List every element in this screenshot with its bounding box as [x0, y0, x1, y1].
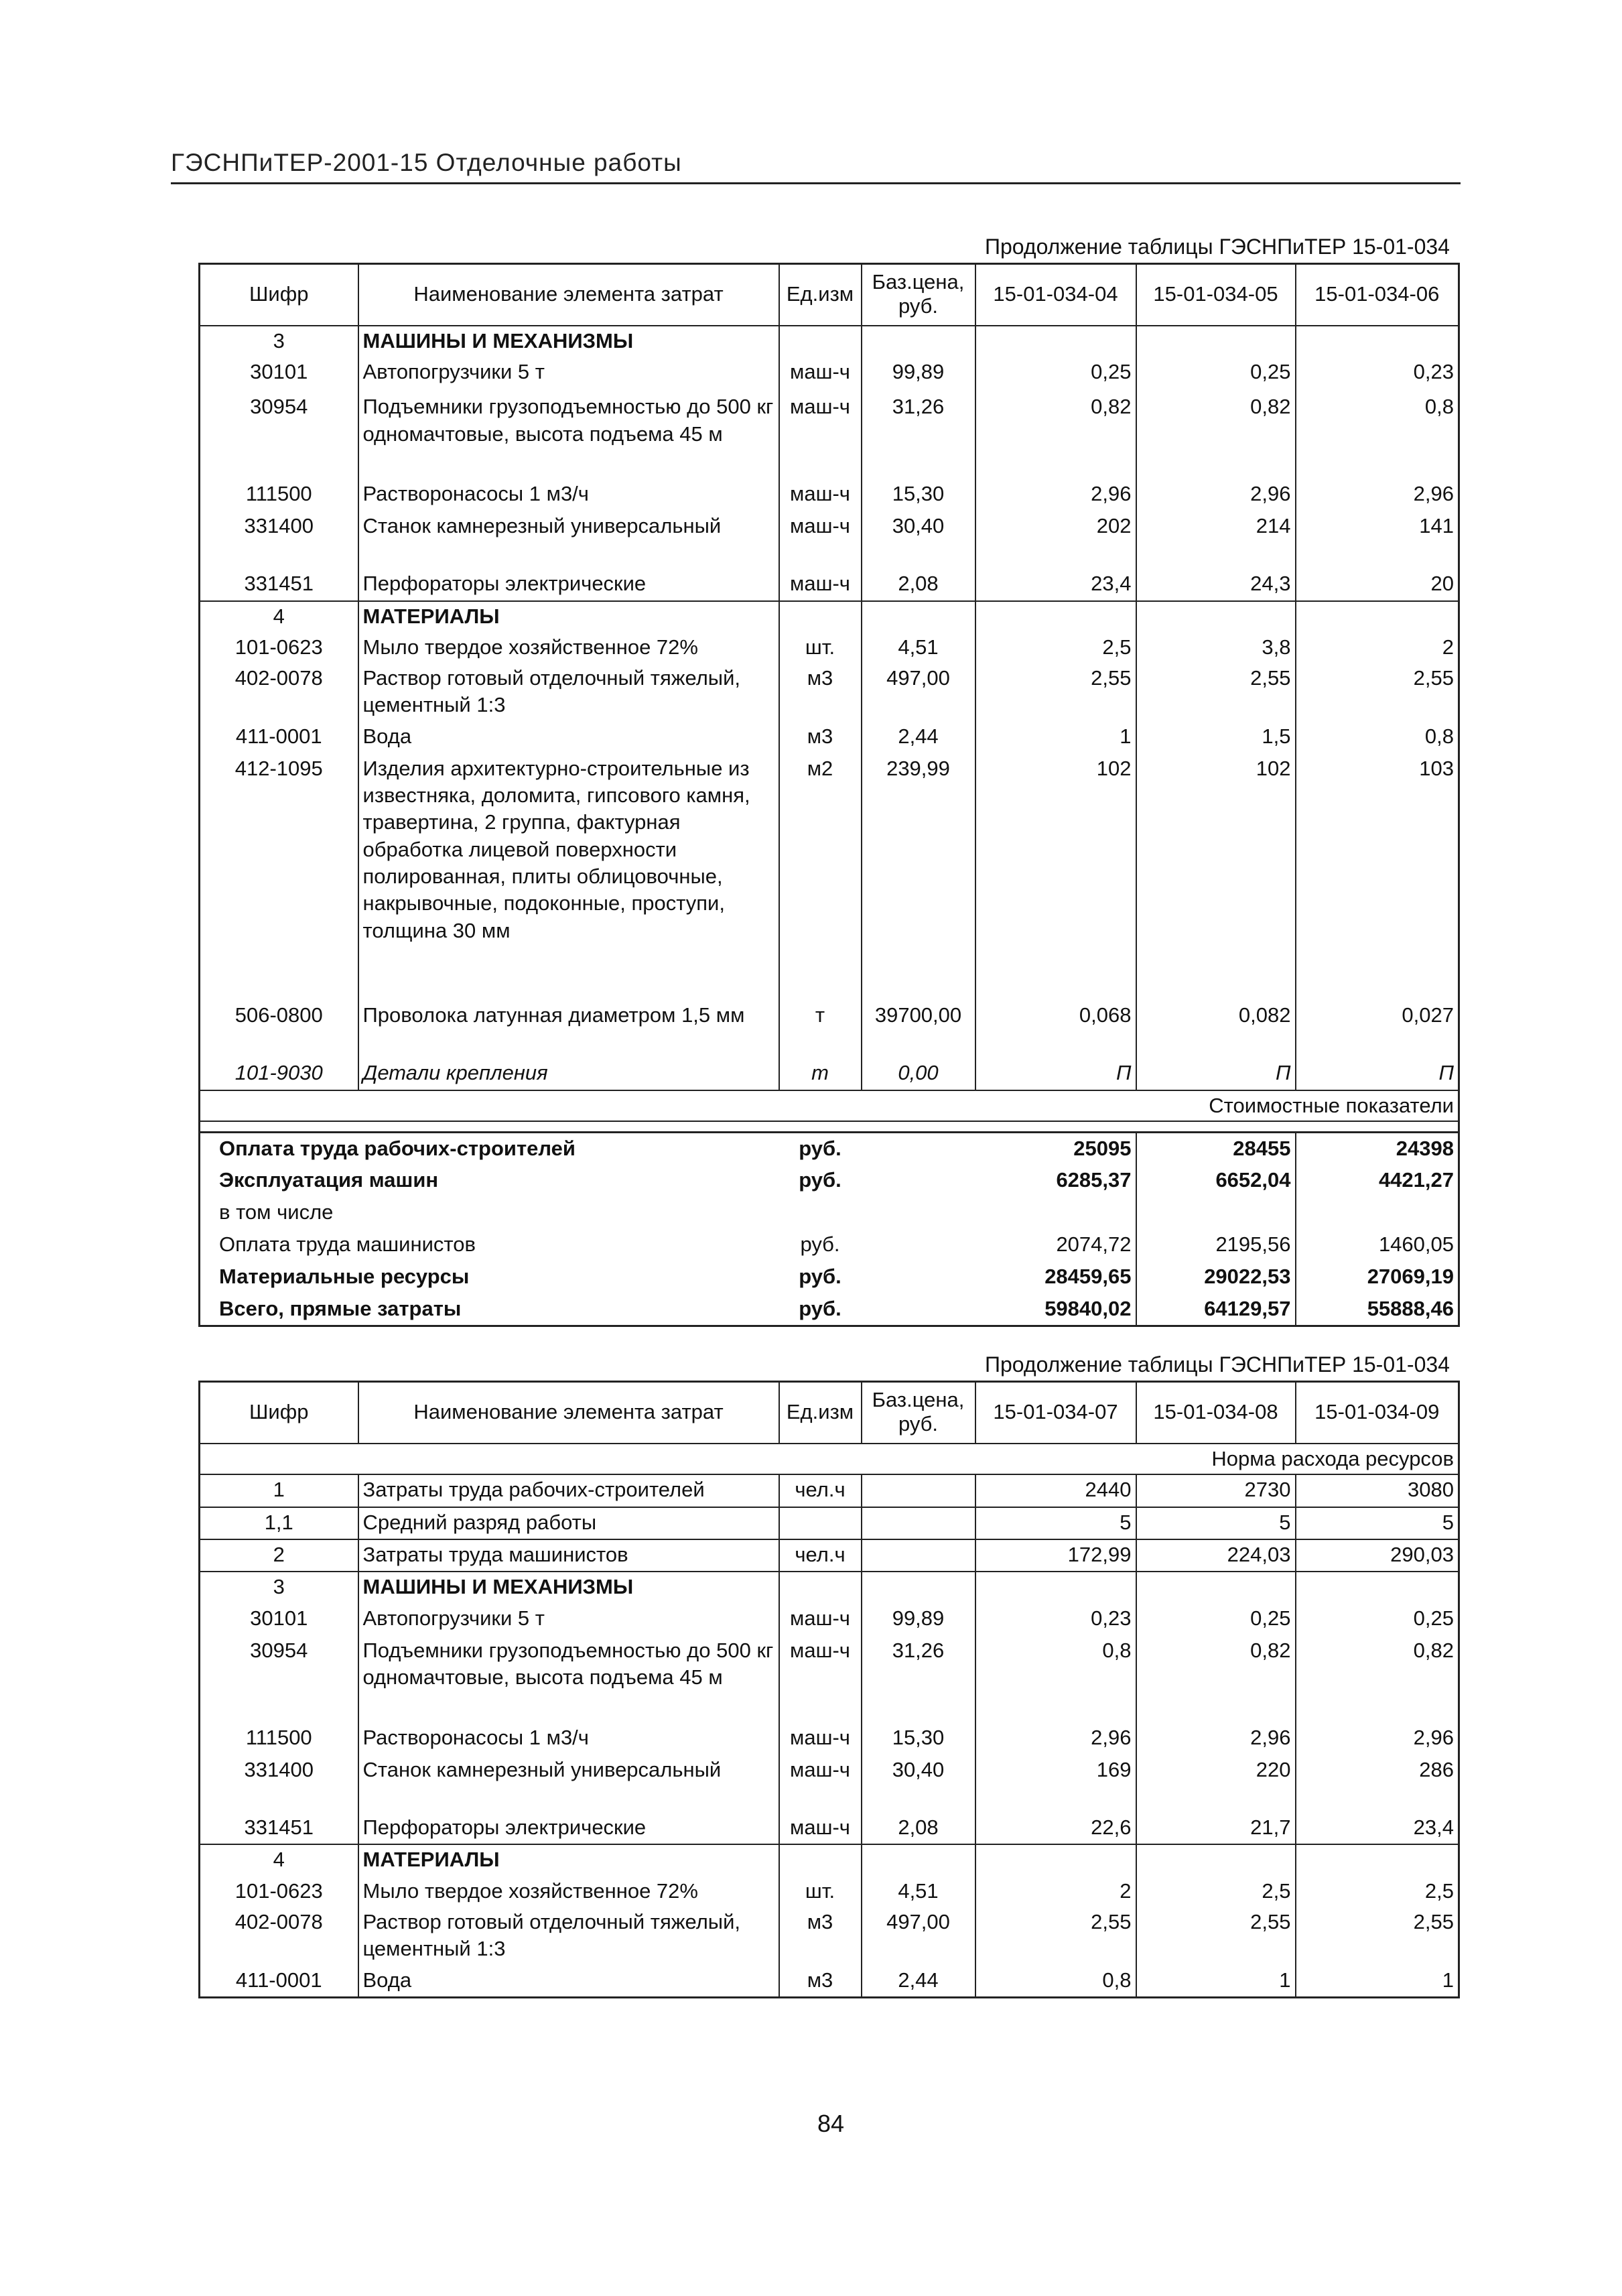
row-value-2: 0,82 — [1136, 392, 1296, 479]
row-value-1 — [975, 326, 1136, 357]
row-value-2 — [1136, 601, 1296, 633]
row-unit: маш-ч — [779, 392, 862, 479]
row-name: МАШИНЫ И МЕХАНИЗМЫ — [358, 1572, 779, 1604]
table-row — [200, 1001, 1459, 1058]
cost-value-1: 59840,02 — [975, 1293, 1136, 1326]
row-code: 4 — [200, 601, 358, 633]
cost-label: в том числе — [200, 1197, 779, 1229]
row-code: 101-0623 — [200, 633, 358, 663]
table-row — [200, 1058, 1459, 1090]
cost-band-label: Стоимостные показатели — [200, 1090, 1459, 1121]
row-unit — [779, 1507, 862, 1539]
row-name: Средний разряд работы — [358, 1507, 779, 1539]
row-code: 506-0800 — [200, 1001, 358, 1058]
row-name: Станок камнерезный универсальный — [358, 1755, 779, 1813]
cost-value-2 — [1136, 1197, 1296, 1229]
row-price: 2,44 — [862, 1966, 975, 1998]
cost-label: Оплата труда машинистов — [200, 1229, 779, 1261]
row-name: Растворонасосы 1 м3/ч — [358, 1723, 779, 1755]
row-unit: маш-ч — [779, 1755, 862, 1813]
row-value-1: 2,96 — [975, 1723, 1136, 1755]
row-value-1: 2 — [975, 1876, 1136, 1907]
table-row — [200, 326, 1459, 357]
row-value-2: 5 — [1136, 1507, 1296, 1539]
row-unit: м3 — [779, 722, 862, 754]
table-header-row — [200, 264, 1459, 326]
cost-value-2: 2195,56 — [1136, 1229, 1296, 1261]
cost-unit: руб. — [779, 1293, 862, 1326]
row-name: Раствор готовый отделочный тяжелый, цементный 1:3 — [358, 663, 779, 722]
row-value-3: 2,96 — [1296, 479, 1459, 511]
row-unit: маш-ч — [779, 1723, 862, 1755]
row-value-2: 220 — [1136, 1755, 1296, 1813]
cost-row — [200, 1261, 1459, 1293]
row-unit: м3 — [779, 1907, 862, 1966]
cost-row — [200, 1197, 1459, 1229]
row-name: Затраты труда рабочих-строителей — [358, 1474, 779, 1507]
row-unit: маш-ч — [779, 479, 862, 511]
row-value-2: 2730 — [1136, 1474, 1296, 1507]
row-code: 111500 — [200, 479, 358, 511]
row-value-1 — [975, 1572, 1136, 1604]
row-price: 15,30 — [862, 479, 975, 511]
row-unit: маш-ч — [779, 357, 862, 392]
row-code: 412-1095 — [200, 754, 358, 1001]
cost-value-1: 6285,37 — [975, 1165, 1136, 1197]
row-name: Изделия архитектурно-строительные из известняка, доломита, гипсового камня, травертина, 2 группа, фактурная обработка лицевой поверхности полированная, плиты облицовочные, накрывочные, подоконные, проступи, толщина 30 мм — [358, 754, 779, 1001]
row-name: Вода — [358, 722, 779, 754]
cost-unit: руб. — [799, 1167, 841, 1192]
row-code: 4 — [200, 1844, 358, 1876]
row-value-2: 3,8 — [1136, 633, 1296, 663]
row-price — [862, 1844, 975, 1876]
cost-label: Оплата труда рабочих-строителей — [200, 1132, 779, 1165]
row-price: 39700,00 — [862, 1001, 975, 1058]
cost-value-1 — [975, 1197, 1136, 1229]
row-value-3: 0,8 — [1296, 722, 1459, 754]
cost-row — [200, 1132, 1459, 1165]
row-code: 1,1 — [200, 1507, 358, 1539]
row-price: 99,89 — [862, 1604, 975, 1636]
row-code: 3 — [200, 326, 358, 357]
row-value-2: 0,82 — [1136, 1636, 1296, 1723]
row-value-1: 2,55 — [975, 1907, 1136, 1966]
cost-value-3: 27069,19 — [1296, 1261, 1459, 1293]
row-value-1: 169 — [975, 1755, 1136, 1813]
row-value-2: 0,082 — [1136, 1001, 1296, 1058]
table-row — [200, 663, 1459, 722]
cost-label: Материальные ресурсы — [200, 1261, 779, 1293]
table-row — [200, 722, 1459, 754]
col-price-header: Баз.цена, руб. — [862, 1382, 975, 1444]
row-code: 2 — [200, 1539, 358, 1572]
row-price: 31,26 — [862, 1636, 975, 1723]
row-value-2: 224,03 — [1136, 1539, 1296, 1572]
row-value-1: 102 — [975, 754, 1136, 1001]
cost-value-1: 25095 — [975, 1132, 1136, 1165]
row-code: 331400 — [200, 1755, 358, 1813]
row-price: 31,26 — [862, 392, 975, 479]
table-row — [200, 1474, 1459, 1507]
row-name: Детали крепления — [358, 1058, 779, 1090]
row-value-2: П — [1136, 1058, 1296, 1090]
row-value-1 — [975, 1844, 1136, 1876]
row-value-3: 2,96 — [1296, 1723, 1459, 1755]
row-unit: чел.ч — [779, 1539, 862, 1572]
row-value-3: 286 — [1296, 1755, 1459, 1813]
table-row — [200, 1966, 1459, 1998]
row-price — [862, 1539, 975, 1572]
row-code: 411-0001 — [200, 722, 358, 754]
row-value-3 — [1296, 1844, 1459, 1876]
row-unit: маш-ч — [779, 511, 862, 569]
spacer-row — [200, 1121, 1459, 1132]
row-name: Автопогрузчики 5 т — [358, 357, 779, 392]
row-unit: маш-ч — [779, 1813, 862, 1844]
row-value-2: 0,25 — [1136, 357, 1296, 392]
row-price: 239,99 — [862, 754, 975, 1001]
row-unit: маш-ч — [779, 569, 862, 600]
row-price — [862, 326, 975, 357]
table-row — [200, 569, 1459, 600]
row-value-3: 0,027 — [1296, 1001, 1459, 1058]
row-value-3 — [1296, 1572, 1459, 1604]
cost-unit: руб. — [800, 1232, 840, 1256]
row-code: 411-0001 — [200, 1966, 358, 1998]
row-value-1: 23,4 — [975, 569, 1136, 600]
norm-band-row — [200, 1444, 1459, 1474]
row-unit — [779, 326, 862, 357]
row-unit: м3 — [779, 1966, 862, 1998]
col-06-header: 15-01-034-06 — [1296, 264, 1459, 326]
cost-empty — [862, 1293, 975, 1326]
col-unit-header: Ед.изм — [779, 1382, 862, 1444]
row-value-1: 202 — [975, 511, 1136, 569]
cost-value-3: 55888,46 — [1296, 1293, 1459, 1326]
row-price: 0,00 — [862, 1058, 975, 1090]
col-code-header: Шифр — [200, 1382, 358, 1444]
cost-value-2: 64129,57 — [1136, 1293, 1296, 1326]
row-code: 101-0623 — [200, 1876, 358, 1907]
page-number: 84 — [817, 2110, 845, 2137]
row-value-3: 141 — [1296, 511, 1459, 569]
row-value-3: П — [1296, 1058, 1459, 1090]
row-value-2: 24,3 — [1136, 569, 1296, 600]
row-value-1: 2,96 — [975, 479, 1136, 511]
table-row — [200, 1813, 1459, 1844]
row-unit: чел.ч — [779, 1474, 862, 1507]
row-price: 4,51 — [862, 1876, 975, 1907]
row-price: 30,40 — [862, 1755, 975, 1813]
row-value-3: 0,25 — [1296, 1604, 1459, 1636]
row-code: 402-0078 — [200, 1907, 358, 1966]
row-name: Подъемники грузоподъемностью до 500 кг одномачтовые, высота подъема 45 м — [358, 392, 779, 479]
row-value-1: 22,6 — [975, 1813, 1136, 1844]
row-name: Проволока латунная диаметром 1,5 мм — [358, 1001, 779, 1058]
row-name: Мыло твердое хозяйственное 72% — [358, 633, 779, 663]
table-row — [200, 1755, 1459, 1813]
table-row — [200, 357, 1459, 392]
row-name: Вода — [358, 1966, 779, 1998]
cost-unit: руб. — [799, 1264, 841, 1288]
cost-empty — [862, 1261, 975, 1293]
row-code: 3 — [200, 1572, 358, 1604]
row-price: 2,44 — [862, 722, 975, 754]
table1-continuation: Продолжение таблицы ГЭСНПиТЕР 15-01-034 — [985, 235, 1450, 259]
table-row — [200, 1604, 1459, 1636]
row-value-3: 20 — [1296, 569, 1459, 600]
row-price: 99,89 — [862, 357, 975, 392]
cost-value-2: 28455 — [1136, 1132, 1296, 1165]
table-row — [200, 511, 1459, 569]
row-value-2: 2,55 — [1136, 663, 1296, 722]
row-name: Затраты труда машинистов — [358, 1539, 779, 1572]
row-value-3: 0,82 — [1296, 1636, 1459, 1723]
row-name: Подъемники грузоподъемностью до 500 кг одномачтовые, высота подъема 45 м — [358, 1636, 779, 1723]
col-unit-header: Ед.изм — [779, 264, 862, 326]
col-09-header: 15-01-034-09 — [1296, 1382, 1459, 1444]
cost-row — [200, 1229, 1459, 1261]
row-unit: м3 — [779, 663, 862, 722]
row-unit: т — [779, 1001, 862, 1058]
cost-row — [200, 1293, 1459, 1326]
row-price: 2,08 — [862, 1813, 975, 1844]
row-value-3: 1 — [1296, 1966, 1459, 1998]
row-code: 111500 — [200, 1723, 358, 1755]
norm-band-label: Норма расхода ресурсов — [200, 1444, 1459, 1474]
row-code: 331400 — [200, 511, 358, 569]
row-value-1: 0,82 — [975, 392, 1136, 479]
row-value-3: 2 — [1296, 633, 1459, 663]
row-value-2 — [1136, 1844, 1296, 1876]
row-value-2: 2,55 — [1136, 1907, 1296, 1966]
cost-empty — [862, 1229, 975, 1261]
row-value-1: 2440 — [975, 1474, 1136, 1507]
cost-empty — [862, 1165, 975, 1197]
row-value-1: 172,99 — [975, 1539, 1136, 1572]
row-name: Перфораторы электрические — [358, 569, 779, 600]
col-name-header: Наименование элемента затрат — [358, 264, 779, 326]
row-value-2: 1,5 — [1136, 722, 1296, 754]
row-value-1: П — [975, 1058, 1136, 1090]
table-header-row — [200, 1382, 1459, 1444]
row-price: 497,00 — [862, 1907, 975, 1966]
row-value-1 — [975, 601, 1136, 633]
row-price: 30,40 — [862, 511, 975, 569]
row-value-1: 0,8 — [975, 1636, 1136, 1723]
row-value-2: 102 — [1136, 754, 1296, 1001]
spacer-cell — [200, 1121, 1459, 1132]
row-code: 331451 — [200, 1813, 358, 1844]
resource-table-2 — [198, 1381, 1460, 1998]
row-value-2 — [1136, 326, 1296, 357]
row-value-3: 5 — [1296, 1507, 1459, 1539]
row-unit: т — [779, 1058, 862, 1090]
col-07-header: 15-01-034-07 — [975, 1382, 1136, 1444]
row-price — [862, 1507, 975, 1539]
cost-value-1: 28459,65 — [975, 1261, 1136, 1293]
row-price — [862, 1572, 975, 1604]
row-value-1: 0,068 — [975, 1001, 1136, 1058]
row-name: Растворонасосы 1 м3/ч — [358, 479, 779, 511]
row-unit — [779, 1572, 862, 1604]
table2-continuation: Продолжение таблицы ГЭСНПиТЕР 15-01-034 — [985, 1352, 1450, 1377]
row-name: Станок камнерезный универсальный — [358, 511, 779, 569]
row-value-1: 0,25 — [975, 357, 1136, 392]
row-value-2: 1 — [1136, 1966, 1296, 1998]
table-row — [200, 601, 1459, 633]
row-value-2: 2,96 — [1136, 1723, 1296, 1755]
row-code: 402-0078 — [200, 663, 358, 722]
col-05-header: 15-01-034-05 — [1136, 264, 1296, 326]
row-unit: маш-ч — [779, 1604, 862, 1636]
col-code-header: Шифр — [200, 264, 358, 326]
row-unit: шт. — [779, 633, 862, 663]
row-value-1: 1 — [975, 722, 1136, 754]
row-value-1: 0,23 — [975, 1604, 1136, 1636]
row-value-2 — [1136, 1572, 1296, 1604]
table-row — [200, 1572, 1459, 1604]
col-name-header: Наименование элемента затрат — [358, 1382, 779, 1444]
row-value-2: 2,96 — [1136, 479, 1296, 511]
row-value-3 — [1296, 601, 1459, 633]
cost-empty — [862, 1197, 975, 1229]
row-unit: м2 — [779, 754, 862, 1001]
resource-table-1 — [198, 263, 1460, 1327]
row-code: 30954 — [200, 1636, 358, 1723]
row-code: 30954 — [200, 392, 358, 479]
cost-band-row — [200, 1090, 1459, 1121]
row-price: 4,51 — [862, 633, 975, 663]
cost-value-1: 2074,72 — [975, 1229, 1136, 1261]
row-value-3: 23,4 — [1296, 1813, 1459, 1844]
cost-value-3 — [1296, 1197, 1459, 1229]
col-price-header: Баз.цена, руб. — [862, 264, 975, 326]
cost-value-3: 4421,27 — [1296, 1165, 1459, 1197]
row-code: 30101 — [200, 357, 358, 392]
row-name: МАШИНЫ И МЕХАНИЗМЫ — [358, 326, 779, 357]
row-unit — [779, 601, 862, 633]
row-price — [862, 1474, 975, 1507]
table-row — [200, 1844, 1459, 1876]
table-row — [200, 1507, 1459, 1539]
cost-value-2: 29022,53 — [1136, 1261, 1296, 1293]
col-04-header: 15-01-034-04 — [975, 264, 1136, 326]
table-row — [200, 633, 1459, 663]
cost-value-3: 24398 — [1296, 1132, 1459, 1165]
cost-unit: руб. — [779, 1132, 862, 1165]
row-value-3: 290,03 — [1296, 1539, 1459, 1572]
table-row — [200, 1907, 1459, 1966]
row-value-2: 2,5 — [1136, 1876, 1296, 1907]
cost-label: Всего, прямые затраты — [200, 1293, 779, 1326]
row-value-1: 0,8 — [975, 1966, 1136, 1998]
row-value-3 — [1296, 326, 1459, 357]
table-row — [200, 1539, 1459, 1572]
table-row — [200, 1723, 1459, 1755]
row-value-1: 5 — [975, 1507, 1136, 1539]
row-name: Перфораторы электрические — [358, 1813, 779, 1844]
row-value-2: 214 — [1136, 511, 1296, 569]
row-value-3: 2,55 — [1296, 1907, 1459, 1966]
cost-value-2: 6652,04 — [1136, 1165, 1296, 1197]
col-08-header: 15-01-034-08 — [1136, 1382, 1296, 1444]
row-code: 331451 — [200, 569, 358, 600]
row-name: МАТЕРИАЛЫ — [358, 1844, 779, 1876]
row-value-3: 2,5 — [1296, 1876, 1459, 1907]
row-value-3: 3080 — [1296, 1474, 1459, 1507]
cost-value-3: 1460,05 — [1296, 1229, 1459, 1261]
row-unit: шт. — [779, 1876, 862, 1907]
row-value-3: 0,23 — [1296, 357, 1459, 392]
table-row — [200, 1636, 1459, 1723]
row-price: 15,30 — [862, 1723, 975, 1755]
row-unit — [779, 1844, 862, 1876]
row-value-3: 2,55 — [1296, 663, 1459, 722]
row-code: 1 — [200, 1474, 358, 1507]
table-row — [200, 754, 1459, 1001]
row-value-2: 21,7 — [1136, 1813, 1296, 1844]
row-name: Автопогрузчики 5 т — [358, 1604, 779, 1636]
row-unit: маш-ч — [779, 1636, 862, 1723]
table-row — [200, 1876, 1459, 1907]
row-value-1: 2,5 — [975, 633, 1136, 663]
row-name: Раствор готовый отделочный тяжелый, цементный 1:3 — [358, 1907, 779, 1966]
cost-empty — [862, 1132, 975, 1165]
table-row — [200, 392, 1459, 479]
row-value-3: 0,8 — [1296, 392, 1459, 479]
row-name: МАТЕРИАЛЫ — [358, 601, 779, 633]
cost-label: Эксплуатация машин — [200, 1165, 779, 1197]
row-price: 2,08 — [862, 569, 975, 600]
row-value-3: 103 — [1296, 754, 1459, 1001]
row-price: 497,00 — [862, 663, 975, 722]
row-code: 101-9030 — [200, 1058, 358, 1090]
row-value-1: 2,55 — [975, 663, 1136, 722]
row-value-2: 0,25 — [1136, 1604, 1296, 1636]
cost-row — [200, 1165, 1459, 1197]
table-row — [200, 479, 1459, 511]
row-price — [862, 601, 975, 633]
row-code: 30101 — [200, 1604, 358, 1636]
running-header: ГЭСНПиТЕР-2001-15 Отделочные работы — [171, 149, 1461, 184]
row-name: Мыло твердое хозяйственное 72% — [358, 1876, 779, 1907]
cost-unit — [779, 1197, 862, 1229]
